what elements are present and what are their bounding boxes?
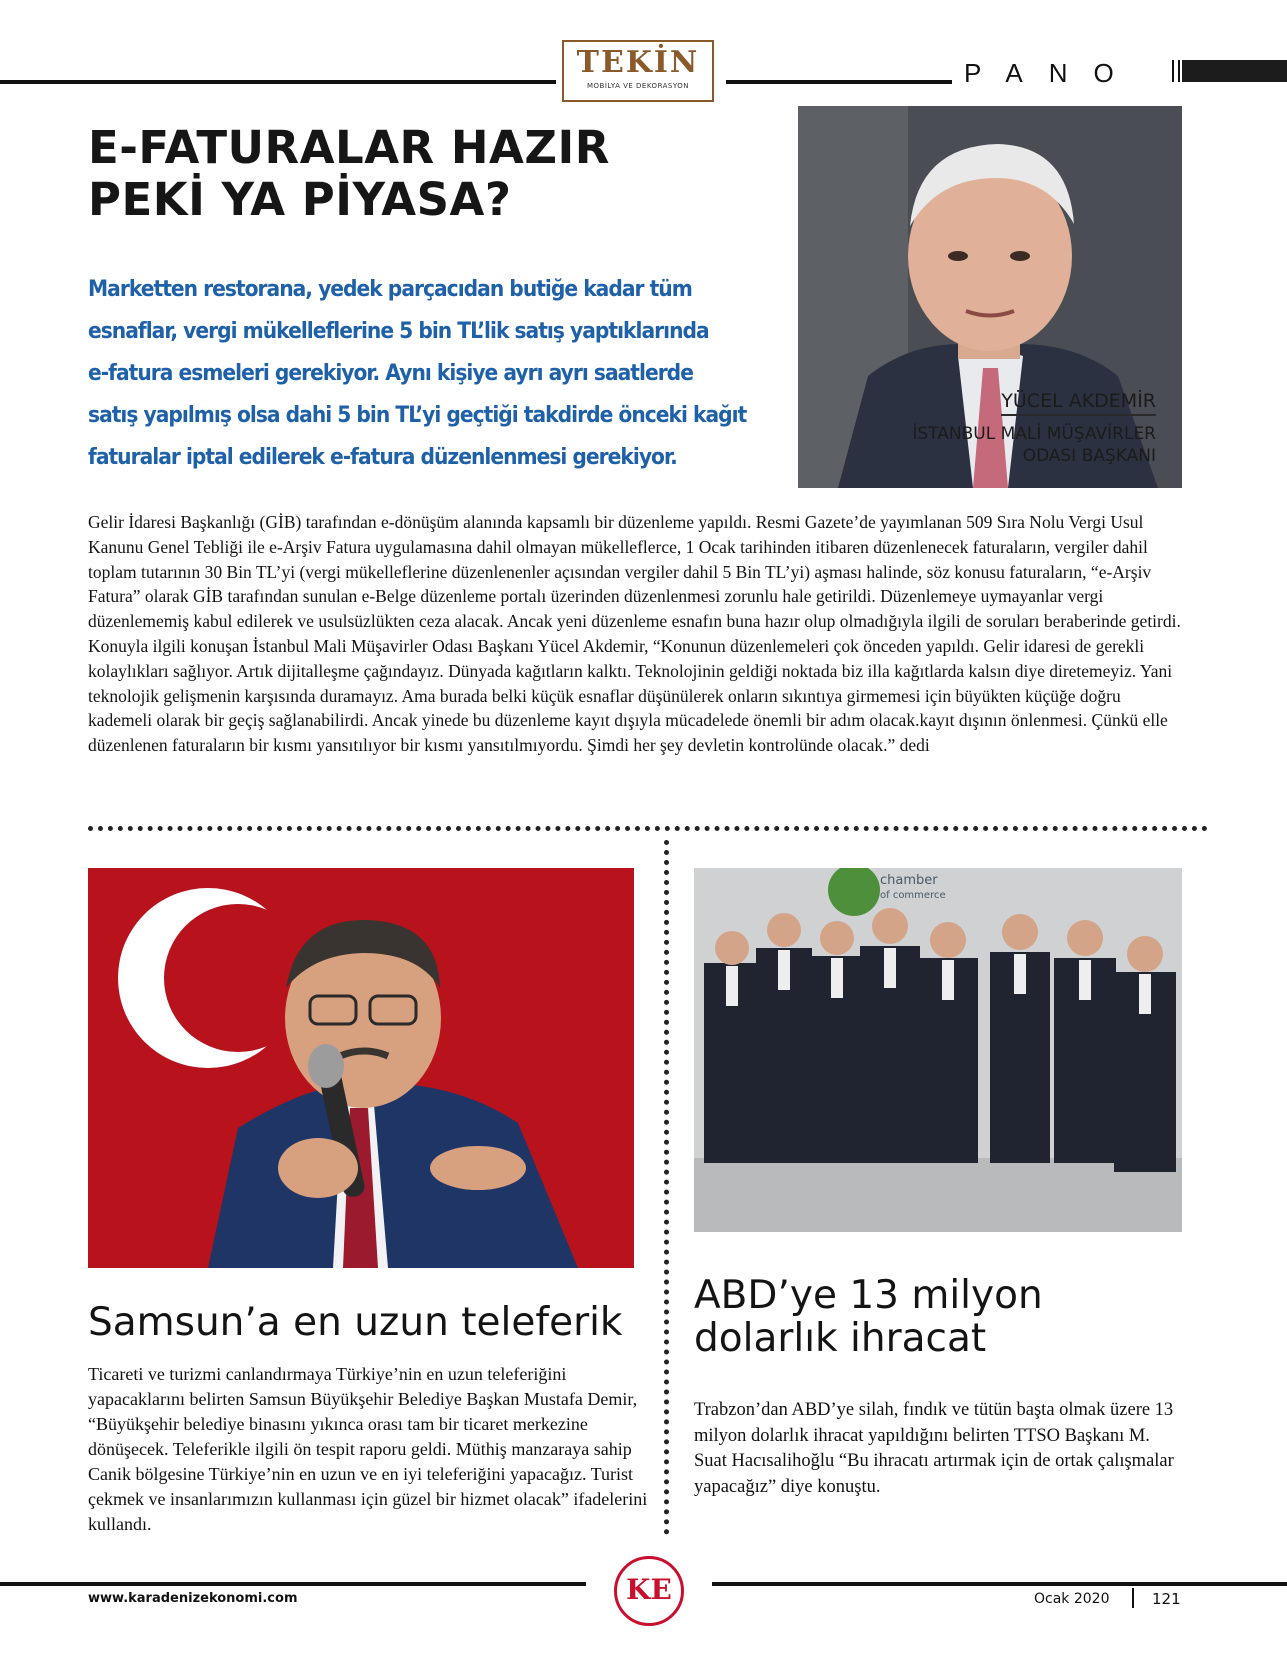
section-block-decoration <box>1182 60 1287 82</box>
left-story-photo <box>88 868 634 1268</box>
lead-line: e-fatura esmeleri gerekiyor. Aynı kişiye ayrı ayrı saatlerde <box>88 360 693 386</box>
photo-caption-name: YÜCEL AKDEMİR <box>1001 390 1156 416</box>
footer-date: Ocak 2020 <box>1034 1591 1110 1607</box>
photo-caption-title-2: ODASI BAŞKANI <box>1022 446 1156 466</box>
title-line-2: PEKİ YA PİYASA? <box>88 173 512 226</box>
brand-tagline: MOBİLYA VE DEKORASYON <box>586 82 690 90</box>
lead-line: satış yapılmış olsa dahi 5 bin TL’yi geçtiği takdirde önceki kağıt <box>88 402 747 428</box>
footer-rule-right <box>712 1582 1287 1586</box>
photo-sign-line-1: chamber <box>880 873 938 888</box>
footer-separator <box>1132 1588 1134 1608</box>
lead-paragraph <box>88 268 772 478</box>
right-title-line-1: ABD’ye 13 milyon <box>694 1273 1043 1318</box>
right-story-body: Trabzon’dan ABD’ye silah, fındık ve tütün başta olmak üzere 13 milyon dolarlık ihracat yapıldığını belirten TTSO Başkanı M. Suat Hacısalihoğlu “Bu ihracatı artırmak için de ortak çalışmalar yapacağız” diye konuştu. <box>694 1400 1174 1497</box>
dotted-divider-horizontal <box>88 826 1208 831</box>
header-rule-left <box>0 80 556 84</box>
photo-sign-text-2 <box>880 890 946 901</box>
section-label: PANO <box>964 58 1140 88</box>
right-title-line-2: dolarlık ihracat <box>694 1316 987 1361</box>
lead-line: esnaflar, vergi mükelleflerine 5 bin TL’lik satış yaptıklarında <box>88 318 709 344</box>
speaker-illustration <box>88 868 634 1268</box>
article-body: Gelir İdaresi Başkanlığı (GİB) tarafından e-dönüşüm alanında kapsamlı bir düzenleme yapıldı. Resmi Gazete’de yayımlanan 509 Sıra Nolu Vergi Usul Kanunu Genel Tebliği ile e-Arşiv Fatura uygulamasına dahil olmayan mükelleflerce, 1 Ocak tarihinden itibaren düzenlenecek faturaların, vergiler dahil toplam tutarının 30 Bin TL’yi (vergi mükelleflerine düzenlenenler açısından vergiler dahil 5 Bin TL’yi) aşması halinde, söz konusu faturaların, “e-Arşiv Fatura” olarak GİB tarafından sunulan e-Belge düzenleme portalı üzerinden düzenlenmesi zorunlu hale getirildi. Düzenlemeye uymayanlar vergi düzenlememiş kabul edilerek ve usulsüzlükten ceza alacak. Ancak yeni düzenleme esnafın buna hazır olup olmadığıyla ilgili de soruları beraberinde getirdi. Konuyla ilgili konuşan İstanbul Mali Müşavirler Odası Başkanı Yücel Akdemir, “Konunun düzenlemeleri çok önceden yapıldı. Gelir idaresi de gerekli kolaylıkları sağlıyor. Artık dijitalleşme çağındayız. Dünyada kağıtların kalktı. Teknolojinin geldiği noktada biz illa kağıtlarda kalsın diye diretemeyiz. Yani teknolojik gelişmenin karşısında duramayız. Ama burada belki küçük esnaflar düşünülerek onların sıkıntıya girmemesi için büyükten küçüğe doğru kademeli olarak bir geçiş sağlanabilirdi. Ancak yinede bu düzenleme kayıt dışıyla mücadelede önemli bir adım olacak.kayıt dışının önlenmesi. Çünkü elle düzenlenen faturaların bir kısmı yansıtılıyor bir kısmı yansıtılmıyordu. Şimdi her şey devletin kontrolünde olacak.” dedi <box>88 512 1181 756</box>
right-story-photo <box>694 868 1182 1232</box>
photo-caption-title-1: İSTANBUL MALİ MÜŞAVİRLER <box>912 424 1156 444</box>
page-number: 121 <box>1152 1590 1181 1608</box>
brand-logo <box>562 40 714 102</box>
left-story-title: Samsun’a en uzun teleferik <box>88 1300 623 1345</box>
page-title <box>88 122 708 226</box>
group-photo-illustration <box>694 868 1182 1232</box>
photo-sign-line-2: of commerce <box>880 890 946 901</box>
title-line-1: E-FATURALAR HAZIR <box>88 121 610 174</box>
dotted-divider-vertical <box>664 840 669 1535</box>
footer-rule-left <box>0 1582 586 1586</box>
right-story-title <box>694 1274 1194 1360</box>
footer-url: www.karadenizekonomi.com <box>88 1591 298 1606</box>
left-story-body: Ticareti ve turizmi canlandırmaya Türkiye’nin en uzun teleferiğini yapacaklarını belirten Samsun Büyükşehir Belediye Başkan Mustafa Demir, “Büyükşehir belediye binasını yıkınca orası tam bir ticaret merkezine dönüşecek. Teleferikle ilgili ön tespit raporu geldi. Müthiş manzaraya sahip Canik bölgesine Türkiye’nin en uzun ve en iyi teleferiğini yapacağız. Turist çekmek ve insanlarımızın kullanması için güzel bir hizmet olacak” ifadelerini kullandı. <box>88 1364 648 1534</box>
header-rule-right <box>726 80 952 84</box>
lead-line: faturalar iptal edilerek e-fatura düzenlenmesi gerekiyor. <box>88 444 677 470</box>
lead-line: Marketten restorana, yedek parçacıdan butiğe kadar tüm <box>88 276 692 302</box>
footer-logo-text: KE <box>626 1573 672 1606</box>
photo-sign-text <box>880 873 938 888</box>
footer-logo <box>614 1556 684 1626</box>
portrait-photo <box>798 106 1182 488</box>
brand-name: TEKİN <box>576 45 700 80</box>
section-bars-decoration <box>1172 60 1180 82</box>
